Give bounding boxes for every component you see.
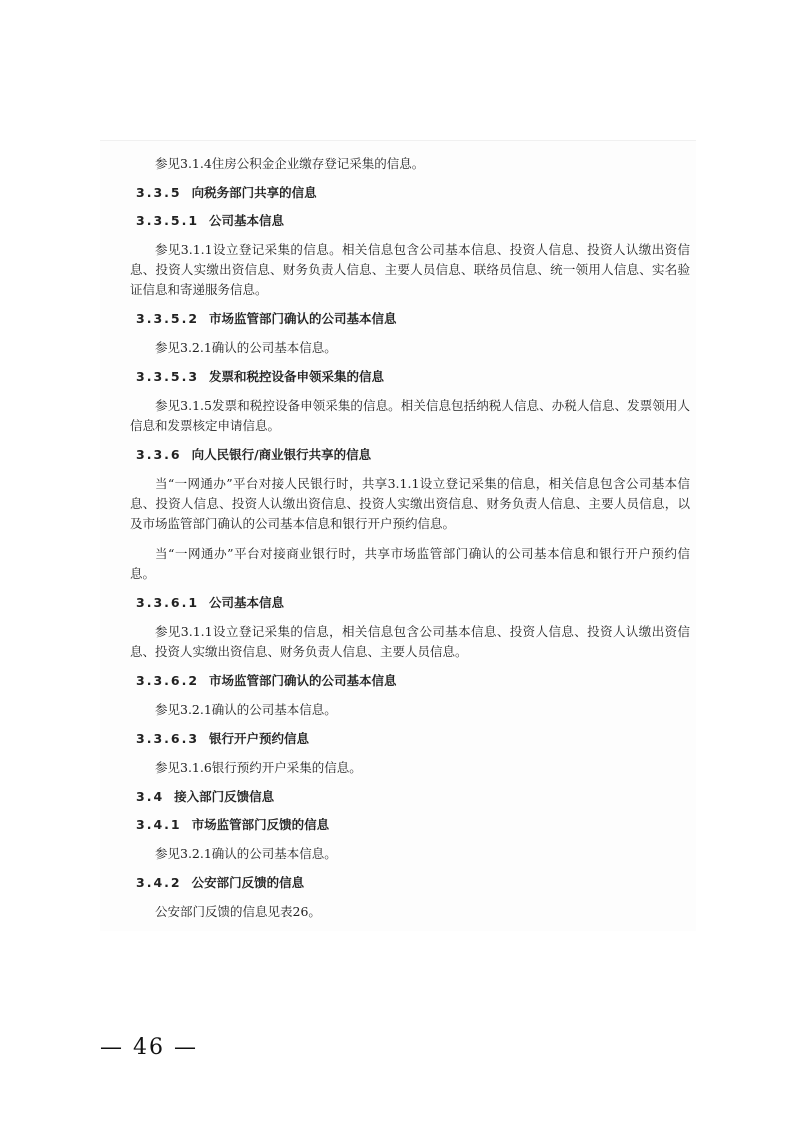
section-title: 银行开户预约信息	[209, 731, 310, 746]
section-number: 3.3.5.2	[136, 311, 200, 326]
page-number: — 46 —	[100, 1035, 198, 1060]
section-number: 3.4.1	[136, 817, 182, 832]
section-heading	[136, 672, 690, 690]
section-heading	[136, 816, 690, 834]
section-title: 市场监管部门反馈的信息	[191, 817, 330, 832]
section-title: 公司基本信息	[209, 213, 285, 228]
paragraph: 参见3.1.1设立登记采集的信息。相关信息包含公司基本信息、投资人信息、投资人认缴出资信息、投资人实缴出资信息、财务负责人信息、主要人员信息、联络员信息、统一领用人信息、实名验证信息和寄递服务信息。	[130, 242, 690, 297]
section-title: 公司基本信息	[209, 595, 285, 610]
section-number: 3.3.5.1	[136, 213, 200, 228]
section-number: 3.3.6.3	[136, 731, 200, 746]
section-heading	[136, 594, 690, 612]
section-number: 3.3.6.1	[136, 595, 200, 610]
section-heading	[136, 184, 690, 202]
paragraph: 参见3.1.5发票和税控设备申领采集的信息。相关信息包括纳税人信息、办税人信息、发票领用人信息和发票核定申请信息。	[130, 398, 690, 433]
section-heading	[136, 446, 690, 464]
section-heading	[136, 212, 690, 230]
section-title: 向人民银行/商业银行共享的信息	[191, 447, 372, 462]
section-heading	[136, 788, 690, 806]
document-body	[130, 150, 690, 932]
section-title: 向税务部门共享的信息	[191, 185, 317, 200]
section-number: 3.3.6	[136, 447, 182, 462]
paragraph: 当“一网通办”平台对接商业银行时，共享市场监管部门确认的公司基本信息和银行开户预约信息。	[130, 546, 690, 581]
section-number: 3.4.2	[136, 875, 182, 890]
paragraph: 参见3.2.1确认的公司基本信息。	[155, 340, 337, 355]
paragraph: 参见3.1.1设立登记采集的信息，相关信息包含公司基本信息、投资人信息、投资人认缴出资信息、投资人实缴出资信息、财务负责人信息、主要人员信息。	[130, 624, 690, 659]
section-title: 发票和税控设备申领采集的信息	[209, 369, 385, 384]
paragraph: 公安部门反馈的信息见表26。	[155, 904, 321, 919]
paragraph: 参见3.1.6银行预约开户采集的信息。	[155, 760, 362, 775]
paragraph: 当“一网通办”平台对接人民银行时，共享3.1.1设立登记采集的信息，相关信息包含公司基本信息、投资人信息、投资人认缴出资信息、投资人实缴出资信息、财务负责人信息、主要人员信息，以及市场监管部门确认的公司基本信息和银行开户预约信息。	[130, 476, 690, 531]
section-number: 3.3.5.3	[136, 369, 200, 384]
paragraph: 参见3.1.4住房公积金企业缴存登记采集的信息。	[155, 156, 425, 171]
paragraph: 参见3.2.1确认的公司基本信息。	[155, 702, 337, 717]
section-number: 3.4	[136, 789, 165, 804]
section-title: 接入部门反馈信息	[174, 789, 275, 804]
section-heading	[136, 730, 690, 748]
section-title: 公安部门反馈的信息	[191, 875, 305, 890]
section-heading	[136, 368, 690, 386]
section-title: 市场监管部门确认的公司基本信息	[209, 673, 397, 688]
paragraph: 参见3.2.1确认的公司基本信息。	[155, 846, 337, 861]
section-title: 市场监管部门确认的公司基本信息	[209, 311, 397, 326]
section-heading	[136, 874, 690, 892]
section-number: 3.3.5	[136, 185, 182, 200]
section-heading	[136, 310, 690, 328]
section-number: 3.3.6.2	[136, 673, 200, 688]
